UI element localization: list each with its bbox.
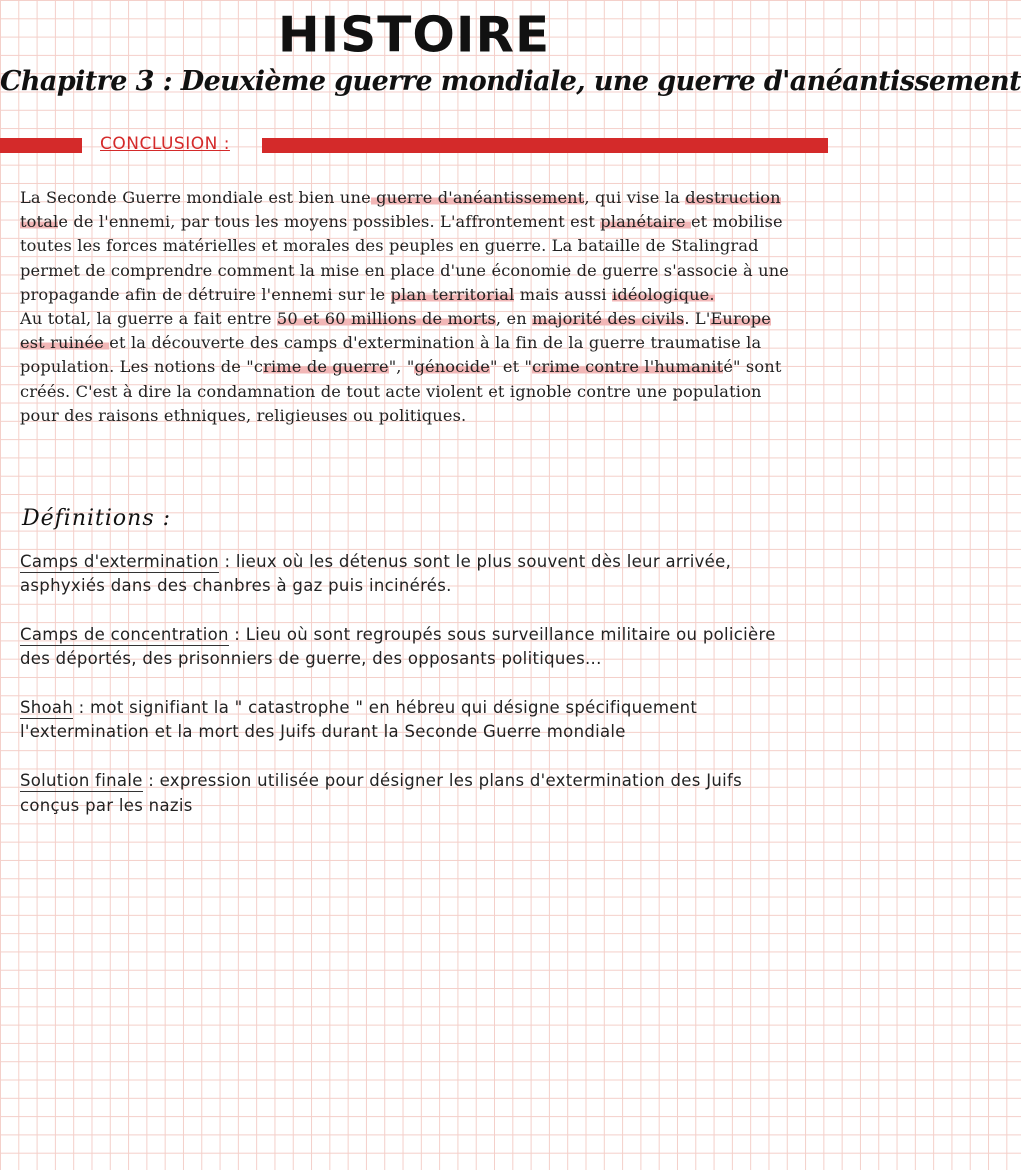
highlight: planétaire [600, 212, 691, 232]
highlight: 50 et 60 millions de morts [276, 309, 496, 329]
text-segment: , en [495, 309, 533, 329]
text-segment: é" sont créés. C'est à dire la condamnation de tout acte violent et ignoble contre une population pour des raisons ethniques, religieuses ou politiques. [20, 357, 782, 425]
definitions-list [20, 550, 800, 842]
conclusion-paragraph-2 [20, 307, 800, 428]
red-divider-left [0, 138, 82, 153]
definition-text: : mot signifiant la " catastrophe " en hébreu qui désigne spécifiquement l'extermination et la mort des Juifs durant la Seconde Guerre mondiale [20, 698, 698, 742]
text-segment: Au total, la guerre a fait entre [20, 309, 277, 329]
highlight: guerre d'anéantissement [370, 188, 585, 207]
text-segment: " et " [489, 357, 533, 377]
text-segment: e de l'ennemi, par tous les moyens possibles. L'affrontement est [58, 212, 601, 232]
text-segment: La Seconde Guerre mondiale est bien une [20, 188, 371, 207]
red-divider-right [262, 138, 828, 153]
definition-item [20, 696, 800, 745]
definition-term: Solution finale [20, 771, 143, 791]
highlight: rime de guerre [263, 357, 389, 377]
definition-text: : lieux où les détenus sont le plus souvent dès leur arrivée, asphyxiés dans des chanbres à gaz puis incinérés. [20, 552, 732, 596]
text-segment: ", " [388, 357, 415, 377]
definition-item [20, 550, 800, 599]
text-segment: et la découverte des camps d'extermination à la fin de la guerre traumatise la population. Les notions de "c [20, 333, 762, 377]
definition-term: Shoah [20, 698, 74, 718]
definition-text: : Lieu où sont regroupés sous surveillance militaire ou policière des déportés, des prisonniers de guerre, des opposants politiques... [20, 625, 776, 669]
highlight: Europe est ruinée [20, 309, 772, 353]
conclusion-paragraph-1 [20, 186, 800, 307]
highlight: génocide [414, 357, 490, 377]
highlight: destruction total [20, 188, 781, 232]
text-segment: . L' [684, 309, 711, 329]
definitions-heading: Définitions : [22, 506, 172, 531]
highlight: idéologique. [612, 284, 715, 304]
highlight: crime contre l'humanit [532, 357, 724, 377]
definition-term: Camps de concentration [20, 625, 229, 645]
definition-term: Camps d'extermination [20, 552, 219, 571]
highlight: plan territorial [390, 284, 515, 304]
definition-item [20, 623, 800, 672]
conclusion-text [20, 186, 800, 428]
chapter-title: Chapitre 3 : Deuxième guerre mondiale, une guerre d'anéantissement [0, 66, 1021, 97]
highlight: majorité des civils [532, 309, 685, 329]
definition-item [20, 769, 800, 818]
definition-text: : expression utilisée pour désigner les plans d'extermination des Juifs conçus par les nazis [20, 771, 743, 815]
conclusion-label: CONCLUSION : [100, 134, 230, 154]
page-title: HISTOIRE [277, 6, 551, 64]
text-segment: mais aussi [514, 284, 613, 304]
text-segment: , qui vise la [584, 188, 686, 207]
text-segment: et mobilise toutes les forces matérielles et morales des peuples en guerre. La bataille de Stalingrad permet de comprendre comment la mise en place d'une économie de guerre s'associe à une propagande afin de détruire l'ennemi sur le [20, 212, 789, 304]
